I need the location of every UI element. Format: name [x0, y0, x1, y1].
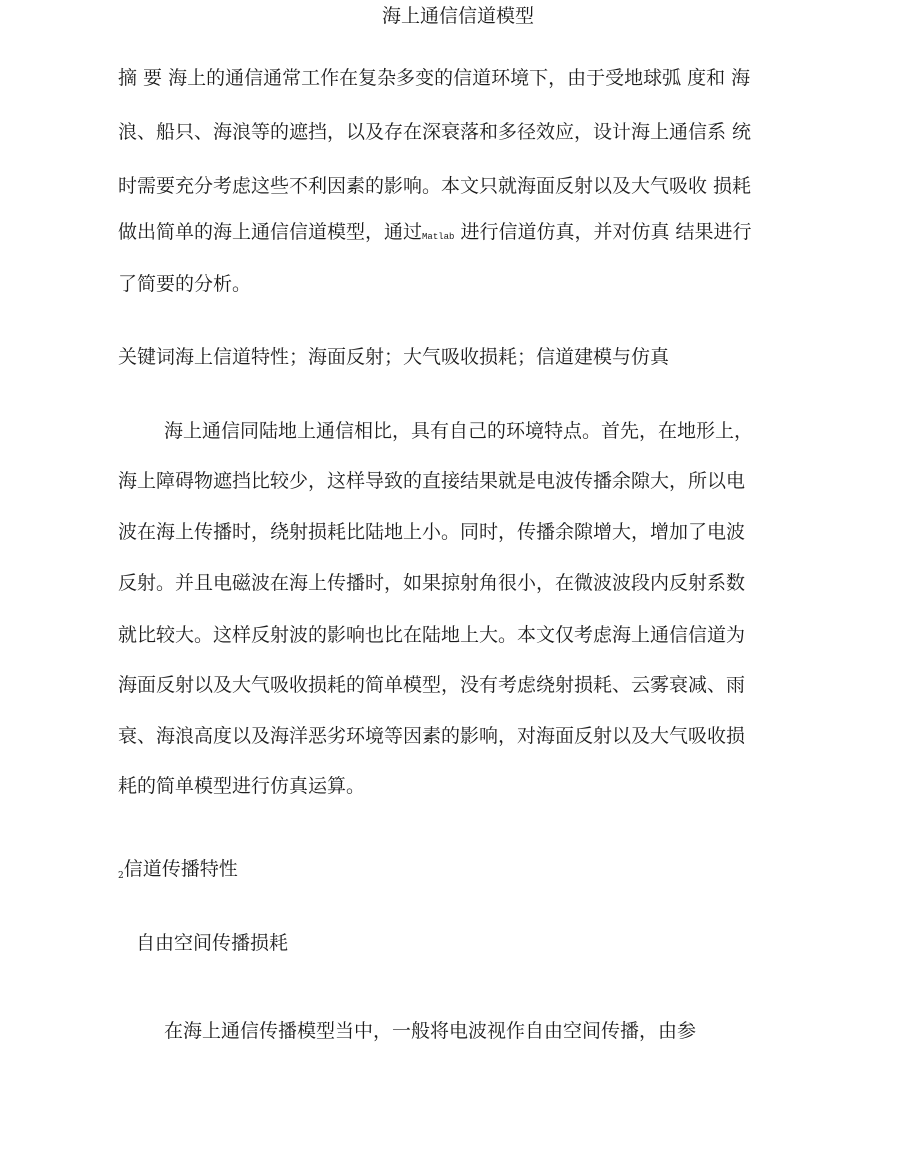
- page-title: 海上通信信道模型: [382, 5, 535, 27]
- section-title: 信道传播特性: [123, 858, 238, 880]
- intro-line: 海上障碍物遮挡比较少，这样导致的直接结果就是电波传播余隙大，所以电: [118, 470, 746, 492]
- abstract-line: 时需要充分考虑这些不利因素的影响。本文只就海面反射以及大气吸收 损耗: [118, 175, 752, 197]
- abstract-text: 做出简单的海上通信信道模型，通过: [118, 221, 423, 243]
- intro-line: 衰、海浪高度以及海洋恶劣环境等因素的影响，对海面反射以及大气吸收损: [118, 725, 746, 747]
- section-number: 2: [118, 871, 124, 881]
- section-heading: [118, 855, 238, 890]
- intro-line: 耗的简单模型进行仿真运算。: [118, 775, 366, 797]
- abstract-line: 浪、船只、海浪等的遮挡，以及存在深衰落和多径效应，设计海上通信系 统: [118, 121, 752, 143]
- subsection-heading: 自由空间传播损耗: [136, 932, 289, 954]
- intro-line: 海上通信同陆地上通信相比，具有自己的环境特点。首先，在地形上，: [164, 420, 754, 442]
- abstract-line: [118, 218, 752, 251]
- intro-line: 波在海上传播时，绕射损耗比陆地上小。同时，传播余隙增大，增加了电波: [118, 521, 746, 543]
- keywords: 关键词海上信道特性；海面反射；大气吸收损耗；信道建模与仿真: [118, 346, 670, 368]
- intro-line: 海面反射以及大气吸收损耗的简单模型，没有考虑绕射损耗、云雾衰减、雨: [118, 674, 746, 696]
- abstract-line: 了简要的分析。: [118, 273, 252, 295]
- body-line: 在海上通信传播模型当中，一般将电波视作自由空间传播，由参: [164, 1020, 697, 1042]
- abstract-text: 进行信道仿真，并对仿真 结果进行: [454, 221, 752, 243]
- intro-line: 反射。并且电磁波在海上传播时，如果掠射角很小，在微波波段内反射系数: [118, 572, 746, 594]
- matlab-label: Matlab: [422, 232, 455, 242]
- intro-line: 就比较大。这样反射波的影响也比在陆地上大。本文仅考虑海上通信信道为: [118, 624, 746, 646]
- abstract-line: 摘 要 海上的通信通常工作在复杂多变的信道环境下，由于受地球弧 度和 海: [118, 67, 751, 89]
